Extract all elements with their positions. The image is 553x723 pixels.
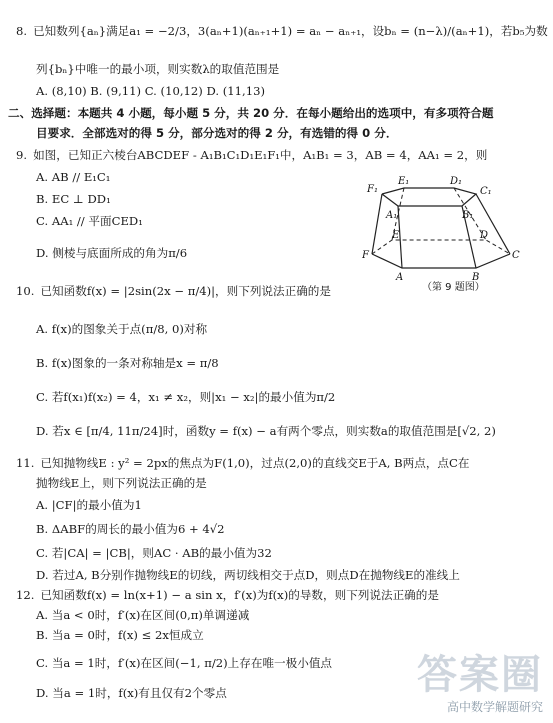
text-line — [36, 356, 219, 370]
figure-caption: （第 9 题图） — [422, 282, 485, 292]
line-text: C. 若|CA| = |CB|，则AC · AB的最小值为32 — [36, 546, 272, 560]
text-line — [36, 126, 397, 140]
text-line — [16, 148, 487, 162]
question-number: 11. — [16, 456, 35, 470]
text-line — [36, 686, 227, 700]
line-text: 抛物线E上，则下列说法正确的是 — [36, 476, 207, 490]
line-text: A. (8,10) B. (9,11) C. (10,12) D. (11,13) — [36, 84, 265, 98]
text-line — [16, 284, 331, 298]
text-line — [36, 656, 332, 670]
text-line — [36, 246, 187, 260]
label-B1: B₁ — [462, 210, 474, 221]
line-text: D. 当a = 1时，f(x)有且仅有2个零点 — [36, 686, 227, 700]
text-line — [36, 628, 204, 642]
label-F: F — [362, 250, 369, 261]
line-text: D. 若过A, B分别作抛物线E的切线，两切线相交于点D，则点D在抛物线E的准线上 — [36, 568, 460, 582]
line-text: D. 若x ∈ [π/4, 11π/24]时，函数y = f(x) − a有两个零点，则实数a的取值范围是[√2, 2) — [36, 424, 496, 438]
line-text: 二、选择题：本题共 4 小题，每小题 5 分，共 20 分．在每小题给出的选项中，有多项符合题 — [8, 106, 494, 120]
line-text: 如图，已知正六棱台ABCDEF - A₁B₁C₁D₁E₁F₁中，A₁B₁ = 3，AB = 4，AA₁ = 2，则 — [33, 148, 488, 162]
line-text: 列{bₙ}中唯一的最小项，则实数λ的取值范围是 — [36, 62, 280, 76]
text-line — [36, 170, 110, 184]
text-line — [36, 192, 111, 206]
label-D1: D₁ — [450, 176, 463, 187]
line-text: 已知函数f(x) = |2sin(2x − π/4)|，则下列说法正确的是 — [40, 284, 331, 298]
text-line — [36, 522, 225, 536]
question-9-figure — [362, 174, 552, 292]
line-text: 已知函数f(x) = ln(x+1) − a sin x，f′(x)为f(x)的导数，则下列说法正确的是 — [40, 588, 439, 602]
label-E: E — [392, 230, 400, 241]
line-text: B. f(x)图象的一条对称轴是x = π/8 — [36, 356, 219, 370]
text-line — [36, 84, 265, 98]
text-line — [36, 608, 249, 622]
label-B: B — [472, 272, 480, 283]
line-text: D. 侧棱与底面所成的角为π/6 — [36, 246, 188, 260]
text-line — [36, 62, 279, 76]
label-D: D — [480, 230, 489, 241]
line-text: C. 若f(x₁)f(x₂) = 4，x₁ ≠ x₂，则|x₁ − x₂|的最小值为π/2 — [36, 390, 336, 404]
line-text: A. |CF|的最小值为1 — [36, 498, 142, 512]
text-line — [36, 546, 272, 560]
line-text: A. AB // E₁C₁ — [36, 170, 111, 184]
question-number: 9. — [16, 148, 28, 162]
text-line — [36, 424, 496, 438]
line-text: 已知抛物线E : y² = 2px的焦点为F(1,0)，过点(2,0)的直线交E于A, B两点，点C在 — [40, 456, 470, 470]
line-text: C. AA₁ // 平面CED₁ — [36, 214, 143, 228]
text-line — [8, 106, 493, 120]
question-number: 12. — [16, 588, 35, 602]
text-line — [16, 588, 439, 602]
watermark — [417, 650, 543, 715]
label-F1: F₁ — [367, 184, 378, 195]
text-line — [16, 456, 470, 470]
label-A1: A₁ — [386, 210, 398, 221]
text-line — [36, 568, 460, 582]
label-C1: C₁ — [480, 186, 492, 197]
text-line — [36, 476, 207, 490]
label-E1: E₁ — [398, 176, 410, 187]
label-A: A — [396, 272, 404, 283]
text-line — [36, 498, 142, 512]
line-text: B. EC ⊥ DD₁ — [36, 192, 111, 206]
text-line — [36, 214, 143, 228]
line-text: A. f(x)的图象关于点(π/8, 0)对称 — [36, 322, 208, 336]
question-number: 10. — [16, 284, 35, 298]
line-text: B. 当a = 0时，f(x) ≤ 2x恒成立 — [36, 628, 204, 642]
watermark-logo-text: 答案圈 — [417, 652, 543, 698]
text-line — [16, 24, 548, 38]
line-text: 目要求．全部选对的得 5 分，部分选对的得 2 分，有选错的得 0 分． — [36, 126, 398, 140]
text-line — [36, 390, 335, 404]
line-text: A. 当a < 0时，f′(x)在区间(0,π)单调递减 — [36, 608, 250, 622]
watermark-caption: 高中数学解题研究 — [446, 700, 543, 714]
text-line — [36, 322, 207, 336]
hexagonal-frustum-diagram — [362, 174, 552, 292]
line-text: C. 当a = 1时，f′(x)在区间(−1, π/2)上存在唯一极小值点 — [36, 656, 333, 670]
line-text: 已知数列{aₙ}满足a₁ = −2/3，3(aₙ+1)(aₙ₊₁+1) = aₙ − aₙ₊₁，设bₙ = (n−λ)/(aₙ+1)，若b₅为数 — [33, 24, 548, 38]
line-text: B. ΔABF的周长的最小值为6 + 4√2 — [36, 522, 225, 536]
question-number: 8. — [16, 24, 28, 38]
label-C: C — [512, 250, 520, 261]
